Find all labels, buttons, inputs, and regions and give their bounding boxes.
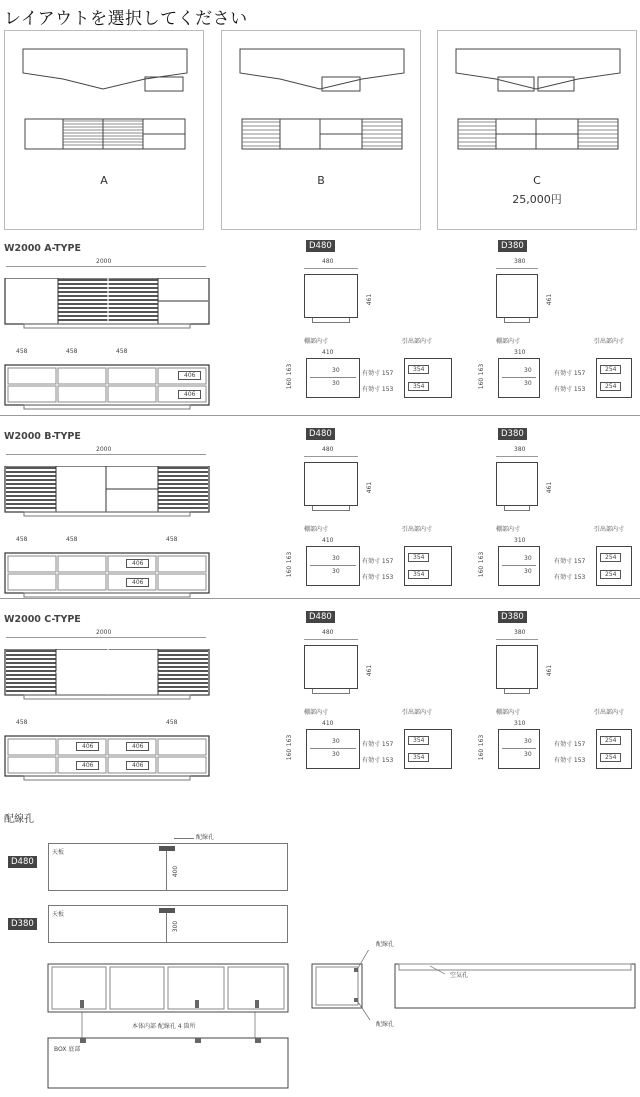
depth-dim-line <box>304 456 358 457</box>
effective-dim-1: 有効寸 157 <box>554 558 586 565</box>
side-box <box>496 645 538 689</box>
shelf-gap-1: 30 <box>524 555 532 562</box>
depth-tag: D380 <box>498 240 527 252</box>
depth-height-dim: 461 <box>546 481 554 494</box>
drawer-width-2: 254 <box>600 753 621 762</box>
drawer-width-1: 354 <box>408 553 429 562</box>
section-divider <box>0 598 640 599</box>
drawer-inner-label: 引出部内寸 <box>402 709 433 716</box>
depth-top-dim: 380 <box>514 629 526 636</box>
type-name: W2000 C-TYPE <box>4 614 81 625</box>
shelf-section-box <box>498 729 540 769</box>
depth-top-dim: 480 <box>322 446 334 453</box>
inner-width-dim: 410 <box>322 349 334 356</box>
depth-dim-line <box>496 456 538 457</box>
effective-dim-2: 有効寸 153 <box>554 574 586 581</box>
depth-dim-line <box>496 268 538 269</box>
inner-height-dim-1: 160 <box>286 748 294 761</box>
drawer-section-box <box>596 546 632 586</box>
drawer-dim: 406 <box>126 559 149 568</box>
inner-elevation <box>4 552 210 602</box>
shelf-section-box <box>498 546 540 586</box>
depth-height-dim: 461 <box>546 293 554 306</box>
drawer-inner-label: 引出部内寸 <box>594 526 625 533</box>
depth-tag: D480 <box>306 240 335 252</box>
drawer-dim: 406 <box>76 742 99 751</box>
width-dim-line <box>6 637 206 638</box>
wiring-d480-tag: D480 <box>8 856 37 868</box>
inner-height-dim-2: 163 <box>478 551 486 564</box>
effective-dim-1: 有効寸 157 <box>362 370 394 377</box>
drawer-dim: 406 <box>178 390 201 399</box>
drawer-inner-label: 引出部内寸 <box>402 526 433 533</box>
inner-width-dim: 310 <box>514 720 526 727</box>
side-plinth <box>504 318 530 323</box>
effective-dim-1: 有効寸 157 <box>554 741 586 748</box>
side-plinth <box>312 318 350 323</box>
bottom-dim: 458 <box>66 536 78 543</box>
shelf-inner-label: 棚部内寸 <box>496 526 521 533</box>
depth-dim-line <box>304 639 358 640</box>
drawer-width-1: 254 <box>600 365 621 374</box>
drawer-inner-label: 引出部内寸 <box>594 709 625 716</box>
shelf-gap-2: 30 <box>524 751 532 758</box>
vent-hole-label: 空気孔 <box>450 972 469 979</box>
front-elevation <box>4 278 210 330</box>
side-hole-label-top: 配線孔 <box>376 941 395 948</box>
d380-depth-value: 300 <box>172 920 180 933</box>
effective-dim-1: 有効寸 157 <box>362 558 394 565</box>
shelf-line <box>502 748 536 749</box>
layout-c-diagram <box>438 31 636 181</box>
section-divider <box>0 415 640 416</box>
side-hole-label-bottom: 配線孔 <box>376 1021 395 1028</box>
d480-depth-line <box>166 851 167 891</box>
width-dim-line <box>6 454 206 455</box>
inner-height-dim-1: 160 <box>478 565 486 578</box>
side-box <box>304 645 358 689</box>
depth-height-dim: 461 <box>366 664 374 677</box>
bottom-dim: 458 <box>16 536 28 543</box>
inner-height-dim-2: 163 <box>478 734 486 747</box>
bottom-dim: 458 <box>16 719 28 726</box>
inner-width-dim: 410 <box>322 537 334 544</box>
type-width-dim: 2000 <box>96 629 112 636</box>
d380-hole-icon <box>159 908 175 913</box>
layout-option-c[interactable] <box>437 30 637 230</box>
inner-height-dim-1: 160 <box>478 377 486 390</box>
shelf-section-box <box>306 358 360 398</box>
depth-dim-line <box>496 639 538 640</box>
drawer-section-box <box>404 546 452 586</box>
d480-hole-label: 配線孔 <box>196 834 215 841</box>
layout-c-price: 25,000円 <box>512 193 562 206</box>
inner-height-dim-1: 160 <box>286 565 294 578</box>
shelf-gap-2: 30 <box>332 380 340 387</box>
shelf-inner-label: 棚部内寸 <box>496 709 521 716</box>
side-box <box>496 274 538 318</box>
inner-width-dim: 310 <box>514 349 526 356</box>
wiring-body-diagram <box>0 950 640 1097</box>
inner-height-dim-2: 163 <box>286 363 294 376</box>
bottom-dim: 458 <box>116 348 128 355</box>
bottom-dim: 458 <box>166 719 178 726</box>
front-elevation <box>4 649 210 701</box>
body-inner-label: 本体内部 配線孔 4 箇所 <box>132 1023 196 1030</box>
side-plinth <box>504 506 530 511</box>
d480-hole-leader <box>174 838 194 839</box>
drawer-section-box <box>404 729 452 769</box>
drawer-dim: 406 <box>126 578 149 587</box>
drawer-section-box <box>404 358 452 398</box>
type-name: W2000 A-TYPE <box>4 243 81 254</box>
shelf-section-box <box>306 546 360 586</box>
type-width-dim: 2000 <box>96 258 112 265</box>
drawer-width-1: 354 <box>408 365 429 374</box>
inner-height-dim-2: 163 <box>286 734 294 747</box>
width-dim-line <box>6 266 206 267</box>
depth-top-dim: 480 <box>322 258 334 265</box>
shelf-gap-1: 30 <box>524 367 532 374</box>
drawer-dim: 406 <box>126 761 149 770</box>
bottom-dim: 458 <box>66 348 78 355</box>
d380-depth-line <box>166 913 167 943</box>
inner-elevation <box>4 735 210 785</box>
front-elevation <box>4 466 210 518</box>
drawer-width-2: 254 <box>600 382 621 391</box>
drawer-width-2: 354 <box>408 382 429 391</box>
drawer-width-1: 354 <box>408 736 429 745</box>
depth-tag: D380 <box>498 428 527 440</box>
layout-a-diagram <box>5 31 203 181</box>
d380-top-board-label: 天板 <box>52 911 65 918</box>
layout-b-diagram <box>222 31 420 181</box>
inner-height-dim-2: 163 <box>286 551 294 564</box>
depth-height-dim: 461 <box>366 481 374 494</box>
effective-dim-2: 有効寸 153 <box>362 386 394 393</box>
inner-height-dim-1: 160 <box>478 748 486 761</box>
drawer-section-box <box>596 729 632 769</box>
effective-dim-1: 有効寸 157 <box>554 370 586 377</box>
drawer-section-box <box>596 358 632 398</box>
drawer-width-2: 354 <box>408 753 429 762</box>
shelf-gap-2: 30 <box>332 751 340 758</box>
d480-depth-value: 400 <box>172 865 180 878</box>
depth-height-dim: 461 <box>366 293 374 306</box>
shelf-gap-2: 30 <box>524 380 532 387</box>
shelf-gap-2: 30 <box>332 568 340 575</box>
inner-height-dim-1: 160 <box>286 377 294 390</box>
inner-height-dim-2: 163 <box>478 363 486 376</box>
box-bottom-label: BOX 底部 <box>54 1046 81 1053</box>
depth-tag: D480 <box>306 428 335 440</box>
layout-b-label: B <box>317 174 325 187</box>
wiring-section-title: 配線孔 <box>4 814 34 825</box>
shelf-gap-1: 30 <box>332 555 340 562</box>
depth-top-dim: 380 <box>514 258 526 265</box>
drawer-dim: 406 <box>76 761 99 770</box>
shelf-line <box>310 377 356 378</box>
depth-tag: D480 <box>306 611 335 623</box>
bottom-dim: 458 <box>16 348 28 355</box>
layout-option-a[interactable] <box>4 30 204 230</box>
effective-dim-2: 有効寸 153 <box>362 757 394 764</box>
shelf-line <box>310 748 356 749</box>
effective-dim-1: 有効寸 157 <box>362 741 394 748</box>
inner-width-dim: 310 <box>514 537 526 544</box>
side-box <box>304 462 358 506</box>
effective-dim-2: 有効寸 153 <box>554 757 586 764</box>
shelf-section-box <box>498 358 540 398</box>
side-plinth <box>312 506 350 511</box>
drawer-dim: 406 <box>126 742 149 751</box>
drawer-width-1: 254 <box>600 736 621 745</box>
drawer-dim: 406 <box>178 371 201 380</box>
drawer-width-2: 254 <box>600 570 621 579</box>
shelf-gap-1: 30 <box>332 738 340 745</box>
side-plinth <box>312 689 350 694</box>
effective-dim-2: 有効寸 153 <box>362 574 394 581</box>
layout-a-label: A <box>100 174 108 187</box>
shelf-inner-label: 棚部内寸 <box>304 338 329 345</box>
shelf-line <box>502 377 536 378</box>
wiring-d380-tag: D380 <box>8 918 37 930</box>
inner-width-dim: 410 <box>322 720 334 727</box>
shelf-gap-1: 30 <box>524 738 532 745</box>
depth-tag: D380 <box>498 611 527 623</box>
side-plinth <box>504 689 530 694</box>
depth-top-dim: 480 <box>322 629 334 636</box>
layout-c-label: C <box>533 174 541 187</box>
layout-option-b[interactable] <box>221 30 421 230</box>
shelf-line <box>502 565 536 566</box>
shelf-section-box <box>306 729 360 769</box>
shelf-gap-1: 30 <box>332 367 340 374</box>
type-width-dim: 2000 <box>96 446 112 453</box>
side-box <box>304 274 358 318</box>
drawer-inner-label: 引出部内寸 <box>402 338 433 345</box>
shelf-inner-label: 棚部内寸 <box>304 526 329 533</box>
drawer-width-1: 254 <box>600 553 621 562</box>
page-title: レイアウトを選択してください <box>4 9 248 29</box>
d480-hole-icon <box>159 846 175 851</box>
shelf-inner-label: 棚部内寸 <box>496 338 521 345</box>
shelf-gap-2: 30 <box>524 568 532 575</box>
side-box <box>496 462 538 506</box>
shelf-inner-label: 棚部内寸 <box>304 709 329 716</box>
effective-dim-2: 有効寸 153 <box>554 386 586 393</box>
bottom-dim: 458 <box>166 536 178 543</box>
depth-top-dim: 380 <box>514 446 526 453</box>
drawer-inner-label: 引出部内寸 <box>594 338 625 345</box>
shelf-line <box>310 565 356 566</box>
depth-dim-line <box>304 268 358 269</box>
d480-top-board-label: 天板 <box>52 849 65 856</box>
drawer-width-2: 354 <box>408 570 429 579</box>
type-name: W2000 B-TYPE <box>4 431 81 442</box>
depth-height-dim: 461 <box>546 664 554 677</box>
